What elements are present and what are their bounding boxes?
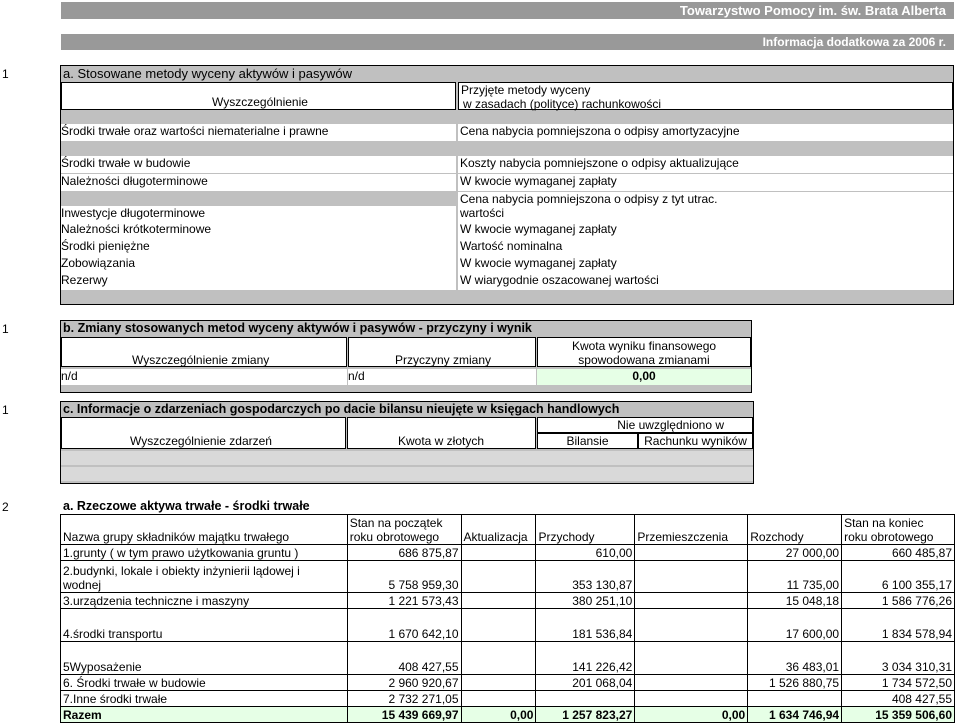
th-dec: Rozchody	[748, 515, 842, 545]
s1b-row-c1	[61, 369, 347, 385]
s1b-c3: 0,00	[632, 369, 656, 383]
th-end: Stan na koniec roku obrotowego	[842, 515, 955, 545]
s1c-h1-cell	[61, 417, 346, 449]
s1a-item: Środki trwałe oraz wartości niematerialne i prawne	[61, 124, 329, 138]
s1c-h3a: Bilansie	[566, 434, 609, 448]
s1a-row	[61, 239, 456, 256]
cell-update	[461, 545, 536, 561]
table-row	[61, 675, 955, 691]
cell-income: 380 251,10	[536, 593, 635, 609]
s1a-col2-header-l2: w zasadach (polityce) rachunkowości	[463, 97, 662, 111]
section-2a-number: 2	[2, 500, 9, 514]
s1c-h1: Wyszczególnienie zdarzeń	[130, 434, 272, 448]
cell-income: 141 226,42	[536, 642, 635, 675]
cell-update	[461, 609, 536, 642]
cell-name: 6. Środki trwałe w budowie	[61, 675, 348, 691]
cell-update: 0,00	[461, 707, 536, 723]
s1c-h2-cell	[347, 417, 536, 449]
organization-header: Towarzystwo Pomocy im. św. Brata Alberta	[61, 2, 954, 19]
cell-move	[635, 642, 748, 675]
s1a-row	[61, 273, 456, 290]
table-row	[61, 561, 955, 593]
cell-move	[635, 545, 748, 561]
th-update: Aktualizacja	[461, 515, 536, 545]
cell-update	[461, 642, 536, 675]
s1a-row	[458, 222, 953, 239]
cell-income: 353 130,87	[536, 561, 635, 593]
th-move: Przemieszczenia	[635, 515, 748, 545]
cell-end: 6 100 355,17	[842, 561, 955, 593]
cell-start: 1 221 573,43	[347, 593, 461, 609]
table-row	[61, 609, 955, 642]
s1a-row	[458, 124, 953, 141]
cell-start: 408 427,55	[347, 642, 461, 675]
cell-move: 0,00	[635, 707, 748, 723]
cell-update	[461, 593, 536, 609]
s1b-h2: Przyczyny zmiany	[395, 353, 492, 367]
s1a-item: Rezerwy	[61, 273, 108, 287]
s1a-row	[458, 256, 953, 273]
s1a-row	[61, 206, 456, 223]
cell-start: 1 670 642,10	[347, 609, 461, 642]
cell-start: 15 439 669,97	[347, 707, 461, 723]
s1c-h3-cell	[537, 417, 753, 433]
cell-move	[635, 691, 748, 707]
s1a-method: W kwocie wymaganej zapłaty	[460, 222, 617, 236]
s1a-row	[458, 273, 953, 290]
section-1b-number: 1	[2, 322, 9, 336]
section-1a-number: 1	[2, 67, 9, 81]
cell-move	[635, 609, 748, 642]
cell-dec: 11 735,00	[748, 561, 842, 593]
cell-end: 660 485,87	[842, 545, 955, 561]
cell-update	[461, 675, 536, 691]
table-row	[61, 545, 955, 561]
s1a-row	[61, 174, 456, 191]
cell-income	[536, 691, 635, 707]
s1a-item: Zobowiązania	[61, 256, 136, 270]
s1b-c1: n/d	[61, 369, 78, 383]
s1b-h3-cell	[537, 337, 751, 367]
cell-name: 7.Inne środki trwałe	[61, 691, 348, 707]
cell-end: 1 734 572,50	[842, 675, 955, 691]
cell-name: 1.grunty ( w tym prawo użytkowania gruntu )	[61, 545, 348, 561]
cell-move	[635, 675, 748, 691]
th-income: Przychody	[536, 515, 635, 545]
s1b-h1: Wyszczególnienie zmiany	[132, 353, 270, 367]
s1a-row	[61, 156, 456, 173]
s1b-h1-cell	[61, 337, 347, 367]
cell-start: 2 960 920,67	[347, 675, 461, 691]
s1a-method-l2: wartości	[460, 206, 505, 220]
th-name: Nazwa grupy składników majątku trwałego	[61, 515, 348, 545]
cell-name: 5Wyposażenie	[61, 642, 348, 675]
s1a-method: W kwocie wymaganej zapłaty	[460, 174, 617, 188]
cell-dec: 36 483,01	[748, 642, 842, 675]
th-start: Stan na początek roku obrotowego	[347, 515, 461, 545]
s1c-h3a-cell	[537, 433, 638, 449]
s1b-row-c2	[348, 369, 536, 385]
s1c-h3: Nie uwzględniono w	[617, 418, 724, 432]
s1a-row	[458, 174, 953, 191]
cell-move	[635, 561, 748, 593]
table-row	[61, 593, 955, 609]
s1a-item: Należności długoterminowe	[61, 174, 208, 188]
cell-income: 201 068,04	[536, 675, 635, 691]
s1a-col1-header-cell	[61, 82, 456, 110]
section-2a-title: a. Rzeczowe aktywa trwałe - środki trwałe	[63, 499, 310, 513]
cell-start: 2 732 271,05	[347, 691, 461, 707]
section-1c-title: c. Informacje o zdarzeniach gospodarczych po dacie bilansu nieujęte w księgach handlowych	[63, 402, 620, 416]
cell-dec: 17 600,00	[748, 609, 842, 642]
cell-name: Razem	[61, 707, 348, 723]
s1c-empty-row	[61, 451, 753, 465]
cell-dec	[748, 691, 842, 707]
s1a-row	[61, 124, 456, 141]
s1a-method: Koszty nabycia pomniejszone o odpisy aktualizujące	[460, 156, 739, 170]
s1a-row	[458, 156, 953, 173]
s1c-empty-row	[61, 467, 753, 481]
cell-end: 1 834 578,94	[842, 609, 955, 642]
s1a-col2-header-cell	[458, 82, 953, 110]
cell-end: 15 359 506,60	[842, 707, 955, 723]
table-header-row	[61, 515, 955, 545]
s1c-h3b: Rachunku wyników	[644, 434, 747, 448]
s1a-row	[458, 239, 953, 256]
s1a-item: Inwestycje długoterminowe	[61, 206, 206, 220]
s1a-method: Wartość nominalna	[460, 239, 563, 253]
table-row	[61, 691, 955, 707]
table-total-row	[61, 707, 955, 723]
cell-update	[461, 691, 536, 707]
s1a-col2-header-l1: Przyjęte metody wyceny	[461, 83, 591, 97]
cell-dec: 27 000,00	[748, 545, 842, 561]
cell-start: 686 875,87	[347, 545, 461, 561]
cell-dec: 15 048,18	[748, 593, 842, 609]
cell-income: 1 257 823,27	[536, 707, 635, 723]
cell-name: 4.środki transportu	[61, 609, 348, 642]
cell-dec: 1 634 746,94	[748, 707, 842, 723]
section-1b-title: b. Zmiany stosowanych metod wyceny aktywów i pasywów - przyczyny i wynik	[63, 321, 532, 335]
s1c-h2: Kwota w złotych	[398, 434, 485, 448]
s1a-method-l1: Cena nabycia pomniejszona o odpisy z tyt utrac.	[460, 192, 718, 206]
s1a-item: Środki pieniężne	[61, 239, 150, 253]
fixed-assets-table	[60, 514, 955, 723]
s1a-row	[458, 192, 953, 223]
s1b-h3-l1: Kwota wyniku finansowego	[571, 339, 717, 353]
s1a-item: Środki trwałe w budowie	[61, 156, 191, 170]
cell-name: 3.urządzenia techniczne i maszyny	[61, 593, 348, 609]
s1b-h2-cell	[348, 337, 536, 367]
s1a-method: Cena nabycia pomniejszona o odpisy amortyzacyjne	[460, 124, 740, 138]
cell-dec: 1 526 880,75	[748, 675, 842, 691]
report-subtitle: Informacja dodatkowa za 2006 r.	[61, 34, 954, 50]
s1a-col1-header: Wyszczególnienie	[212, 95, 308, 109]
cell-update	[461, 561, 536, 593]
s1b-h3-l2: spowodowana zmianami	[578, 353, 710, 367]
cell-start: 5 758 959,30	[347, 561, 461, 593]
s1b-c2: n/d	[348, 369, 365, 383]
table-row	[61, 642, 955, 675]
s1a-row	[61, 222, 456, 239]
s1b-row-c3	[537, 369, 751, 385]
cell-name: 2.budynki, lokale i obiekty inżynierii lądowej i wodnej	[61, 561, 348, 593]
cell-end: 408 427,55	[842, 691, 955, 707]
cell-end: 3 034 310,31	[842, 642, 955, 675]
cell-income: 181 536,84	[536, 609, 635, 642]
cell-move	[635, 593, 748, 609]
s1a-method: W wiarygodnie oszacowanej wartości	[460, 273, 659, 287]
s1c-h3b-cell	[638, 433, 753, 449]
cell-end: 1 586 776,26	[842, 593, 955, 609]
s1a-method: W kwocie wymaganej zapłaty	[460, 256, 617, 270]
s1a-item: Należności krótkoterminowe	[61, 222, 212, 236]
cell-income: 610,00	[536, 545, 635, 561]
s1a-row	[61, 256, 456, 273]
section-1a-title: a. Stosowane metody wyceny aktywów i pasywów	[63, 66, 353, 81]
section-1c-number: 1	[2, 403, 9, 417]
